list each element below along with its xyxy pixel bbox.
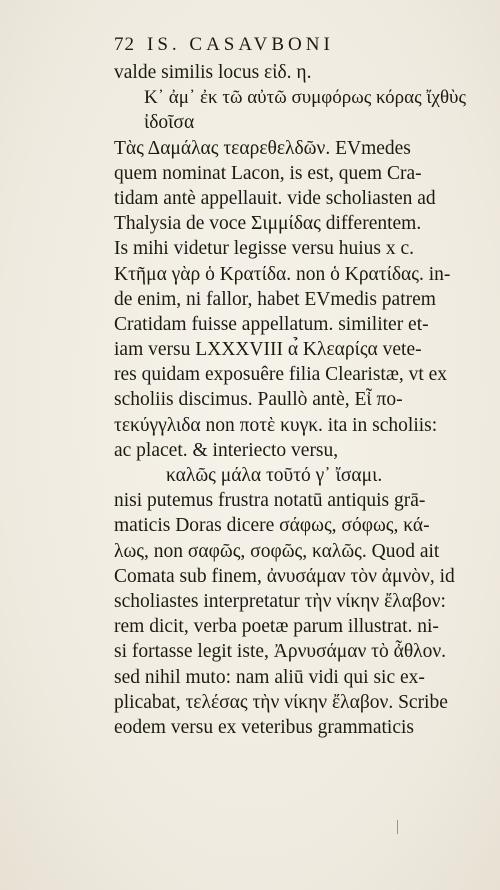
text-line: τεκύγγλιδα non ποτὲ κυγκ. ita in scholiis: — [114, 414, 438, 436]
page-number: 72 — [114, 34, 135, 55]
text-line: nisi putemus frustra notatū antiquis grā- — [114, 490, 426, 512]
text-line: Is mihi videtur legisse versu huius x c. — [114, 238, 415, 260]
text-line: λως, non σαφῶς, σοφῶς, καλῶς. Quod ait — [114, 540, 440, 562]
text-line: Cratidam fuisse appellatum. similiter et- — [114, 313, 429, 335]
text-line: rem dicit, verba poetæ parum illustrat. ni- — [114, 616, 439, 638]
text-line: maticis Doras dicere σάφως, σόφως, κά- — [114, 515, 430, 537]
text-line: quem nominat Lacon, is est, quem Cra- — [114, 162, 422, 184]
text-line: sed nihil muto: nam aliū vidi qui sic ex- — [114, 666, 425, 688]
text-line: scholiis discimus. Paullò antè, Εἶ πο- — [114, 389, 403, 411]
text-line: valde similis locus εἰδ. η. — [114, 62, 312, 83]
text-line: Thalysia de voce Σιμμίδας differentem. — [114, 213, 422, 235]
text-line: de enim, ni fallor, habet EVmedis patrem — [114, 288, 436, 310]
text-line: si fortasse legit iste, Ἀρνυσάμαν τὸ ἆθλον. — [114, 641, 447, 663]
text-line: ac placet. & interiecto versu, — [114, 439, 339, 461]
text-line: tidam antè appellauit. vide scholiasten ad — [114, 187, 436, 209]
text-line: res quidam exposuêre filia Clearistæ, vt ex — [114, 364, 448, 386]
running-header — [114, 30, 466, 60]
greek-quote-line: ἰδοῖσα — [144, 112, 195, 134]
text-line: Τὰς Δαμάλας τεαρεθελδῶν. EVmedes — [114, 137, 411, 159]
text-line: Comata sub finem, ἀνυσάμαν τὸν ἀμνὸν, id — [114, 565, 455, 587]
greek-quote-line: καλῶς μάλα τοῦτό γ᾽ ἴσαμι. — [166, 465, 383, 486]
text-block — [114, 30, 466, 740]
running-title: IS. CASAVBONI — [147, 34, 334, 55]
text-line: scholiastes interpretatur τὴν νίκην ἔλαβον: — [114, 590, 446, 612]
ink-mark — [397, 820, 398, 834]
text-line: plicabat, τελέσας τὴν νίκην ἔλαβον. Scribe — [114, 691, 448, 713]
greek-quote-line: Κ᾽ ἀμ᾽ ἐκ τῶ αὐτῶ συμφόρως κόρας ἴχθὺς — [144, 87, 466, 109]
text-line: iam versu LXXXVIII α̉ Κλεαρίςα vete- — [114, 339, 422, 361]
text-line: eodem versu ex veteribus grammaticis — [114, 716, 414, 738]
text-line: Κτῆμα γὰρ ὁ Κρατίδα. non ὁ Κρατίδας. in- — [114, 263, 451, 285]
